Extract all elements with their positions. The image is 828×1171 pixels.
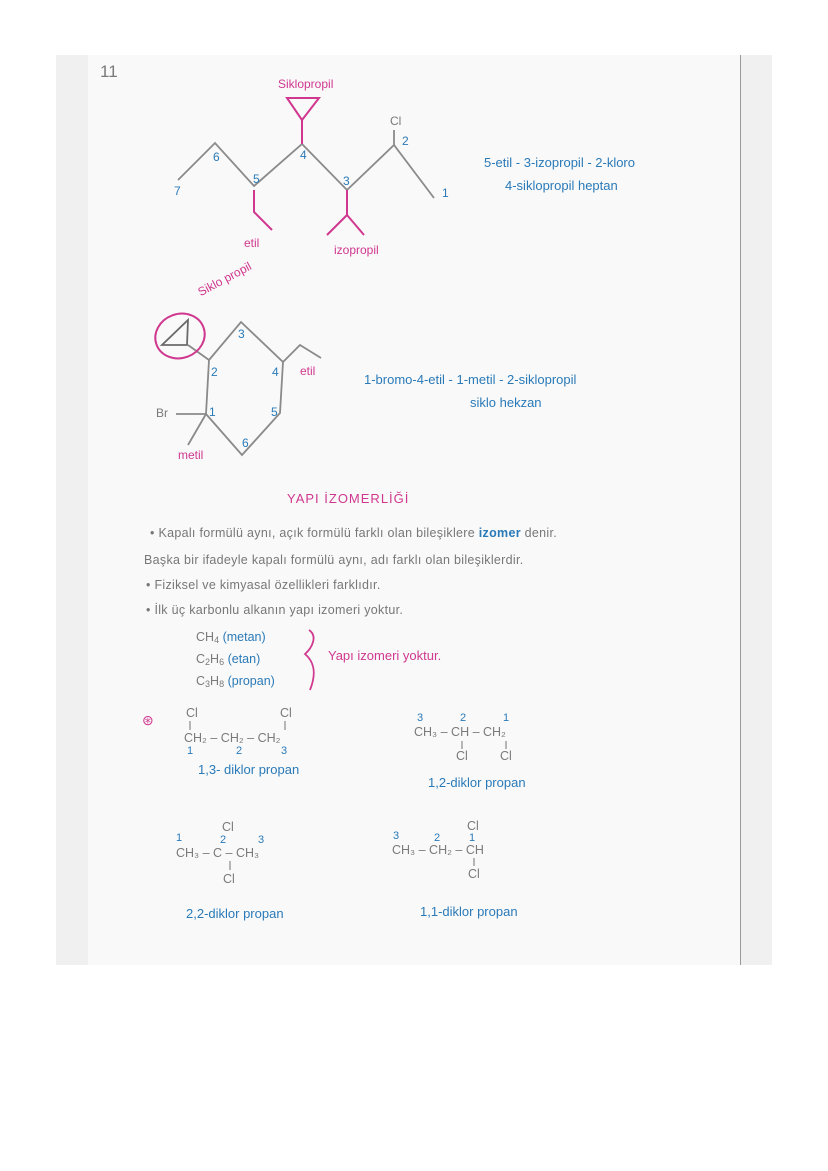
formula: H [210,674,220,688]
subscript: 2 [205,657,211,667]
isopropyl-label: izopropil [334,243,379,257]
ring-number: 5 [271,405,278,419]
carbon-number: 1 [469,832,476,844]
carbon-number: 3 [417,712,424,724]
star-bullet-icon: ⊛ [142,712,154,728]
page-number: 11 [100,62,118,81]
carbon-number: 2 [402,134,409,148]
text-line: Başka bir ifadeyle kapalı formülü aynı, adı farklı olan bileşiklerdir. [144,553,524,567]
ring-number: 1 [209,405,216,419]
iupac-name-line1: 5-etil - 3-izopropil - 2-kloro [484,155,635,170]
bullet-line: • Fiziksel ve kimyasal özellikleri farklıdır. [146,578,381,592]
iupac-name-line2: siklo hekzan [470,395,542,410]
cl-label: Cl [467,819,479,833]
formula: H [210,652,220,666]
subscript: 3 [205,679,211,689]
cl-label: Cl [500,749,512,763]
ethyl-label: etil [300,364,316,378]
section-title: YAPI İZOMERLİĞİ [287,491,410,506]
ethyl-label: etil [244,236,260,250]
carbon-number: 6 [213,150,220,164]
carbon-number: 3 [343,174,350,188]
bullet-line: • İlk üç karbonlu alkanın yapı izomeri yoktur. [146,603,404,617]
text: • Kapalı formülü aynı, açık formülü farklı olan bileşiklere [150,526,479,540]
iupac-name-line1: 1-bromo-4-etil - 1-metil - 2-siklopropil [364,372,577,387]
cl-label: Cl [186,706,198,720]
cl-label: Cl [456,749,468,763]
subscript: 6 [219,657,225,667]
cyclopropyl-label: Siklopropil [278,77,334,91]
carbon-number: 1 [187,745,194,757]
carbon-number: 1 [442,186,449,200]
iupac-name-line2: 4-siklopropil heptan [505,178,618,193]
cl-label: Cl [222,820,234,834]
isomer-name: 1,2-diklor propan [428,775,526,790]
molecule-chain: CH₃ – CH – CH₂ [414,725,506,739]
carbon-number: 2 [460,712,467,724]
carbon-number: 1 [176,832,183,844]
cl-label: Cl [223,872,235,886]
isomer-name: 2,2-diklor propan [186,906,284,921]
formula: CH [196,630,215,644]
carbon-number: 2 [236,745,243,757]
methyl-label: metil [178,448,204,462]
subscript: 8 [219,679,225,689]
alkane-name: (metan) [222,630,266,644]
molecule-chain: CH₃ – C – CH₃ [176,846,260,860]
ring-number: 3 [238,327,245,341]
carbon-number: 1 [503,712,510,724]
bromine-label: Br [156,406,168,420]
alkane-name: (etan) [227,652,261,666]
carbon-number: 3 [281,745,288,757]
carbon-number: 7 [174,184,181,198]
carbon-number: 4 [300,148,307,162]
carbon-number: 3 [393,830,400,842]
text: denir. [520,526,558,540]
carbon-number: 2 [220,834,227,846]
isomer-name: 1,3- diklor propan [198,762,300,777]
ring-number: 2 [211,365,218,379]
formula: C [196,652,206,666]
cl-label: Cl [468,867,480,881]
cyclopropyl-ring-label: Siklo propil [195,259,254,299]
carbon-number: 3 [258,834,265,846]
molecule-chain: CH₃ – CH₂ – CH [392,843,484,857]
carbon-number: 5 [253,172,260,186]
ring-number: 6 [242,436,249,450]
subscript: 4 [214,635,220,645]
isomer-name: 1,1-diklor propan [420,904,518,919]
ring-number: 4 [272,365,279,379]
cl-label: Cl [280,706,292,720]
chlorine-label: Cl [390,114,402,128]
izomer-highlight: izomer [478,526,521,540]
formula: C [196,674,206,688]
carbon-number: 2 [434,832,441,844]
molecule-chain: CH₂ – CH₂ – CH₂ [184,731,281,745]
no-isomer-note: Yapı izomeri yoktur. [328,648,442,663]
alkane-name: (propan) [227,674,275,688]
